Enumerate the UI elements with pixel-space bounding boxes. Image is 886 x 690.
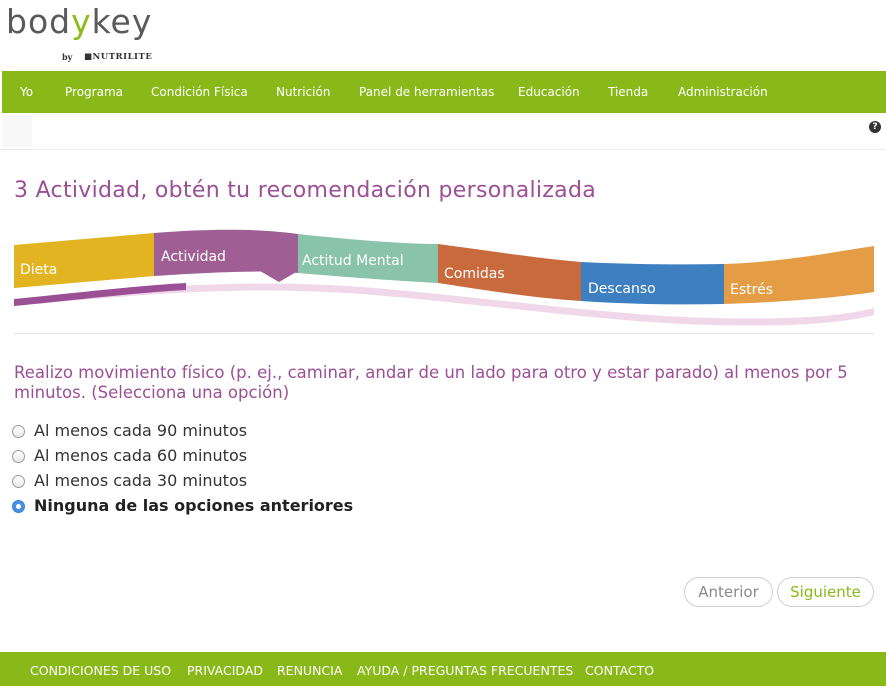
bodykey-logo[interactable] bbox=[6, 2, 176, 66]
question-text: Realizo movimiento físico (p. ej., caminar, andar de un lado para otro y estar parado) al menos por 5 minutos. (Selecciona una opción) bbox=[14, 363, 848, 402]
logo-wordmark bbox=[6, 2, 152, 42]
nav-item-tienda[interactable]: Tienda bbox=[608, 85, 649, 99]
footer-link-privacidad[interactable]: PRIVACIDAD bbox=[187, 663, 263, 678]
nav-item-programa[interactable]: Programa bbox=[65, 85, 123, 99]
previous-button[interactable]: Anterior bbox=[684, 577, 773, 607]
option-label: Ninguna de las opciones anteriores bbox=[34, 496, 354, 515]
footer-link-renuncia[interactable]: RENUNCIA bbox=[277, 663, 343, 678]
logo-brand-y: y bbox=[71, 2, 92, 41]
footer bbox=[0, 652, 886, 686]
nav-item-nutricion[interactable]: Nutrición bbox=[276, 85, 331, 99]
logo-brand-left: bod bbox=[6, 2, 72, 41]
sub-toolbar bbox=[0, 113, 886, 150]
page-title: 3 Actividad, obtén tu recomendación personalizada bbox=[14, 178, 597, 203]
logo-partner: NUTRILITE bbox=[92, 52, 153, 62]
logo-by: by bbox=[62, 52, 73, 62]
radio-button-selected[interactable] bbox=[12, 500, 25, 513]
step-active-pointer bbox=[260, 271, 298, 282]
subbar-placeholder bbox=[2, 115, 32, 147]
step-label-actitud-mental: Actitud Mental bbox=[302, 253, 404, 269]
step-label-dieta: Dieta bbox=[20, 262, 58, 278]
step-label-estres: Estrés bbox=[730, 282, 773, 298]
nav-item-educacion[interactable]: Educación bbox=[518, 85, 580, 99]
progress-fill bbox=[14, 283, 186, 306]
footer-link-contacto[interactable]: CONTACTO bbox=[585, 663, 655, 678]
nav-item-panel-herramientas[interactable]: Panel de herramientas bbox=[359, 85, 495, 99]
radio-button[interactable] bbox=[12, 425, 25, 438]
footer-link-condiciones[interactable]: CONDICIONES DE USO bbox=[30, 663, 172, 678]
nav-item-administracion[interactable]: Administración bbox=[678, 85, 768, 99]
main-nav bbox=[2, 71, 886, 113]
option-label: Al menos cada 90 minutos bbox=[34, 421, 248, 440]
logo-nutrilite: ■NUTRILITE bbox=[84, 52, 153, 62]
section-divider bbox=[14, 333, 874, 334]
step-label-descanso: Descanso bbox=[588, 281, 656, 297]
step-progress-wave bbox=[14, 228, 874, 326]
help-icon[interactable]: ? bbox=[869, 121, 881, 133]
radio-button[interactable] bbox=[12, 475, 25, 488]
nav-item-yo[interactable]: Yo bbox=[20, 85, 34, 99]
radio-button[interactable] bbox=[12, 450, 25, 463]
next-button[interactable]: Siguiente bbox=[777, 577, 874, 607]
step-segment-dieta bbox=[14, 233, 154, 288]
option-label: Al menos cada 60 minutos bbox=[34, 446, 248, 465]
logo-brand-right: key bbox=[91, 2, 153, 41]
step-label-comidas: Comidas bbox=[444, 266, 505, 282]
footer-link-ayuda[interactable]: AYUDA / PREGUNTAS FRECUENTES bbox=[357, 663, 574, 678]
nav-item-condicion-fisica[interactable]: Condición Física bbox=[151, 85, 248, 99]
step-label-actividad: Actividad bbox=[161, 249, 226, 265]
option-label: Al menos cada 30 minutos bbox=[34, 471, 248, 490]
